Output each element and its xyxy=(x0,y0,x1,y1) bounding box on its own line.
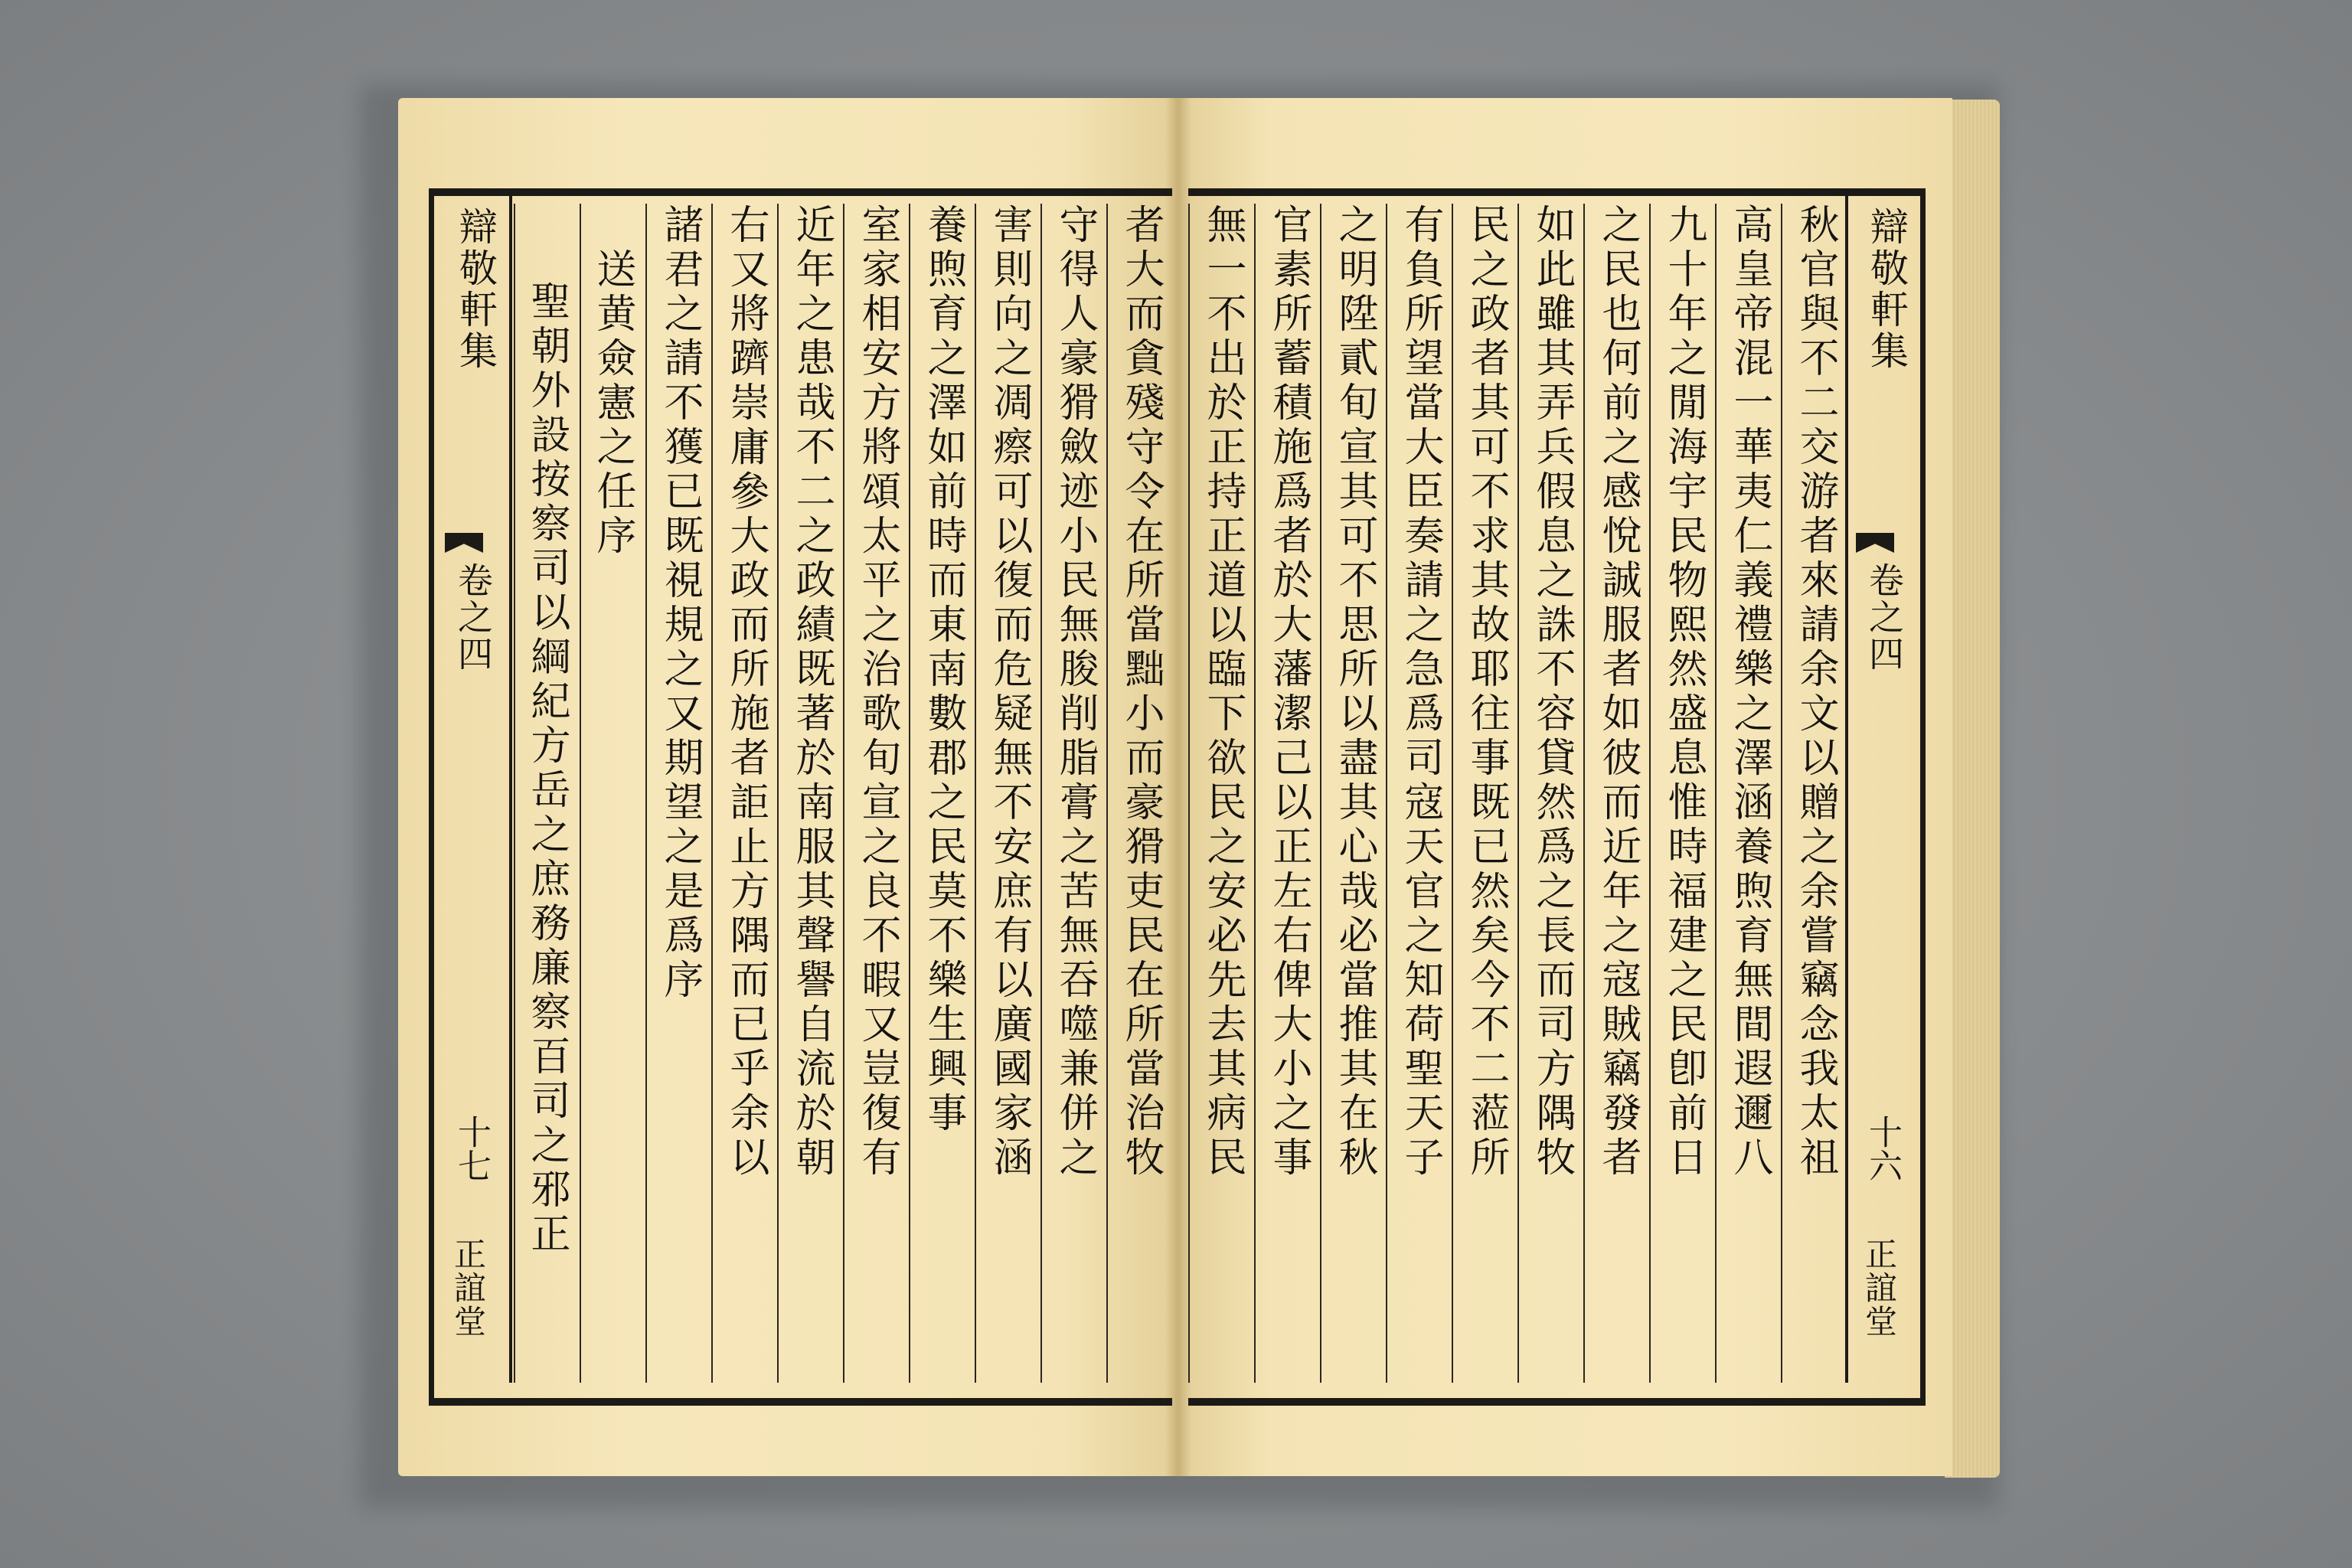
left-page-frame xyxy=(429,188,1172,1406)
text-column: 聖朝外設按察司以綱紀方岳之庶務廉察百司之邪正 xyxy=(514,204,578,1383)
left-fold-hall: 正誼堂 xyxy=(449,1237,487,1338)
text-column: 高皇帝混一華夷仁義禮樂之澤涵養煦育無間遐邇八 xyxy=(1715,204,1781,1383)
text-column: 諸君之請不獲已既視規之又期望之是爲序 xyxy=(645,204,711,1383)
text-column: 養煦育之澤如前時而東南數郡之民莫不樂生興事 xyxy=(909,204,975,1383)
text-column: 害則向之凋瘵可以復而危疑無不安庶有以廣國家涵 xyxy=(975,204,1040,1383)
right-fold-juan: 卷之四 xyxy=(1864,562,1905,672)
fold-rule xyxy=(509,196,512,1383)
right-fold-column xyxy=(1848,196,1922,1383)
text-column: 近年之患哉不二之政績既著於南服其聲譽自流於朝 xyxy=(777,204,843,1383)
text-column: 無一不出於正持正道以臨下欲民之安必先去其病民 xyxy=(1188,204,1254,1383)
right-page-frame xyxy=(1188,188,1926,1406)
left-fold-juan: 卷之四 xyxy=(452,562,494,672)
text-column: 右又將躋崇庸參大政而所施者詎止方隅而已乎余以 xyxy=(711,204,777,1383)
fish-tail-mark-icon xyxy=(445,533,483,553)
text-column: 民之政者其可不求其故耶往事既已然矣今不二蒞所 xyxy=(1452,204,1517,1383)
text-column: 九十年之閒海宇民物熙然盛息惟時福建之民卽前日 xyxy=(1649,204,1715,1383)
text-column: 如此雖其弄兵假息之誅不容貸然爲之長而司方隅牧 xyxy=(1517,204,1583,1383)
fish-tail-mark-icon xyxy=(1856,533,1894,553)
text-column: 之明陞貳旬宣其可不思所以盡其心哉必當推其在秋 xyxy=(1320,204,1386,1383)
text-column: 有負所望當大臣奏請之急爲司寇天官之知荷聖天子 xyxy=(1386,204,1452,1383)
text-column: 官素所蓄積施爲者於大藩潔己以正左右俾大小之事 xyxy=(1254,204,1320,1383)
left-fold-title: 辯敬軒集 xyxy=(453,207,498,372)
right-fold-folio: 十六 xyxy=(1863,1115,1902,1182)
right-fold-hall: 正誼堂 xyxy=(1860,1237,1898,1338)
page-stack-edge xyxy=(1945,100,2000,1478)
right-fold-title: 辯敬軒集 xyxy=(1864,207,1909,372)
text-column: 室家相安方將頌太平之治歌旬宣之良不暇又豈復有 xyxy=(843,204,909,1383)
left-fold-folio: 十七 xyxy=(452,1115,491,1182)
text-column: 秋官與不二交游者來請余文以贈之余嘗竊念我太祖 xyxy=(1781,204,1847,1383)
left-fold-column xyxy=(437,196,511,1383)
text-column: 守得人豪猾斂迹小民無朘削脂膏之苦無吞噬兼併之 xyxy=(1040,204,1106,1383)
text-column: 送黄僉憲之任序 xyxy=(580,204,644,1383)
text-column: 者大而貪殘守令在所當黜小而豪猾吏民在所當治牧 xyxy=(1106,204,1172,1383)
text-column: 之民也何前之感悅誠服者如彼而近年之寇賊竊發者 xyxy=(1583,204,1649,1383)
